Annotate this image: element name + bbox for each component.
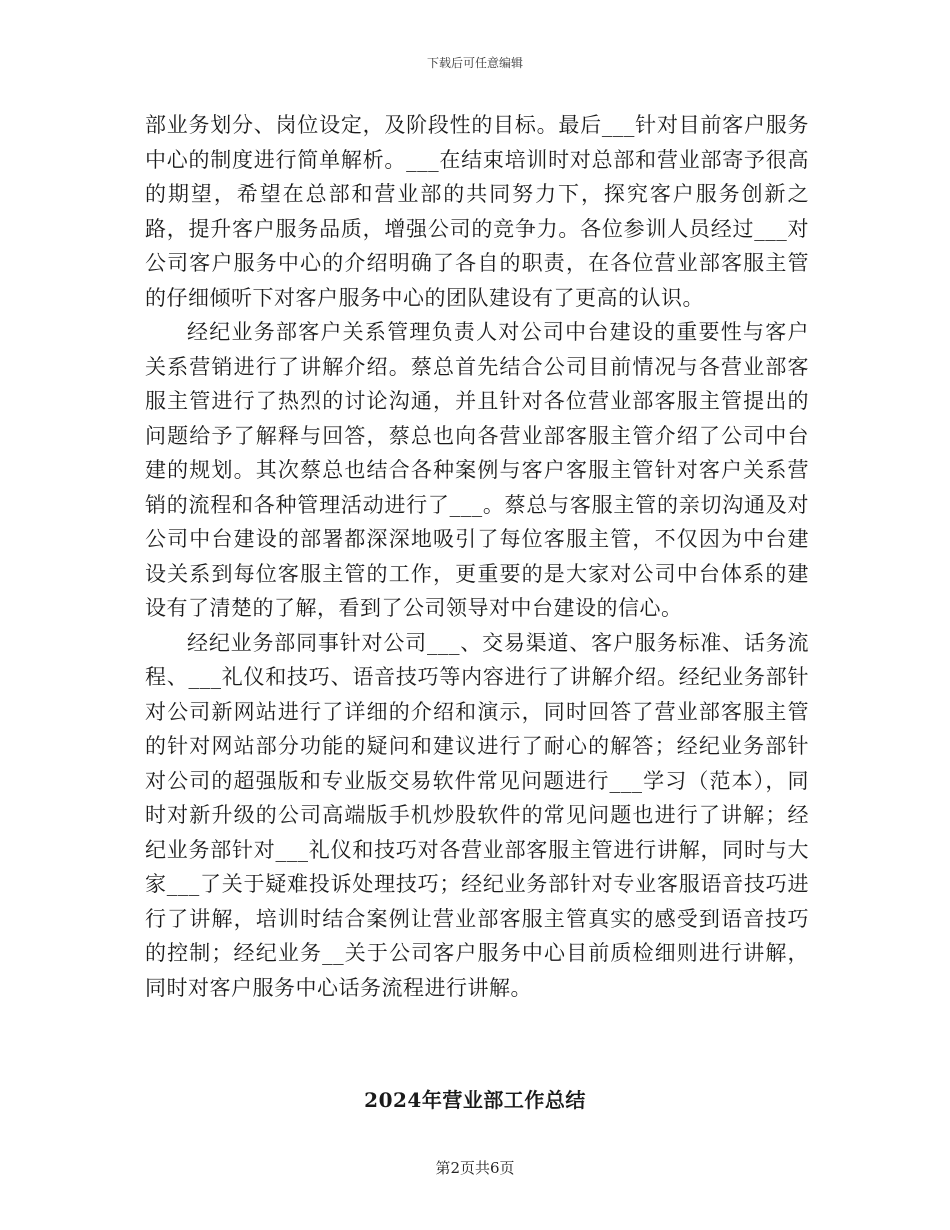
document-body <box>145 108 809 1005</box>
paragraph-brokerage-training: 经纪业务部同事针对公司___、交易渠道、客户服务标准、话务流程、___礼仪和技巧、语音技巧等内容进行了讲解介绍。经纪业务部针对公司新网站进行了详细的介绍和演示，同时回答了营业部客服主管的针对网站部分功能的疑问和建议进行了耐心的解答；经纪业务部针对公司的超强版和专业版交易软件常见问题进行___学习（范本），同时对新升级的公司高端版手机炒股软件的常见问题也进行了讲解；经纪业务部针对___礼仪和技巧对各营业部客服主管进行讲解，同时与大家___了关于疑难投诉处理技巧；经纪业务部针对专业客服语音技巧进行了讲解，培训时结合案例让营业部客服主管真实的感受到语音技巧的控制；经纪业务__关于公司客户服务中心目前质检细则进行讲解，同时对客户服务中心话务流程进行讲解。 <box>145 630 809 1000</box>
page-number: 第2页共6页 <box>435 1159 515 1177</box>
page-header-note: 下载后可任意编辑 <box>426 56 523 70</box>
section-title: 2024年营业部工作总结 <box>364 1088 586 1112</box>
paragraph-crm-introduction: 经纪业务部客户关系管理负责人对公司中台建设的重要性与客户关系营销进行了讲解介绍。蔡总首先结合公司目前情况与各营业部客服主管进行了热烈的讨论沟通，并且针对各位营业部客服主管提出的问题给予了解释与回答，蔡总也向各营业部客服主管介绍了公司中台建的规划。其次蔡总也结合各种案例与客户客服主管针对客户关系营销的流程和各种管理活动进行了___。蔡总与客服主管的亲切沟通及对公司中台建设的部署都深深地吸引了每位客服主管，不仅因为中台建设关系到每位客服主管的工作，更重要的是大家对公司中台体系的建设有了清楚的了解，看到了公司领导对中台建设的信心。 <box>145 320 809 620</box>
paragraph-continuation: 部业务划分、岗位设定，及阶段性的目标。最后___针对目前客户服务中心的制度进行简单解析。___在结束培训时对总部和营业部寄予很高的期望，希望在总部和营业部的共同努力下，探究客户服务创新之路，提升客户服务品质，增强公司的竞争力。各位参训人员经过___对公司客户服务中心的介绍明确了各自的职责，在各位营业部客服主管的仔细倾听下对客户服务中心的团队建设有了更高的认识。 <box>145 113 809 310</box>
